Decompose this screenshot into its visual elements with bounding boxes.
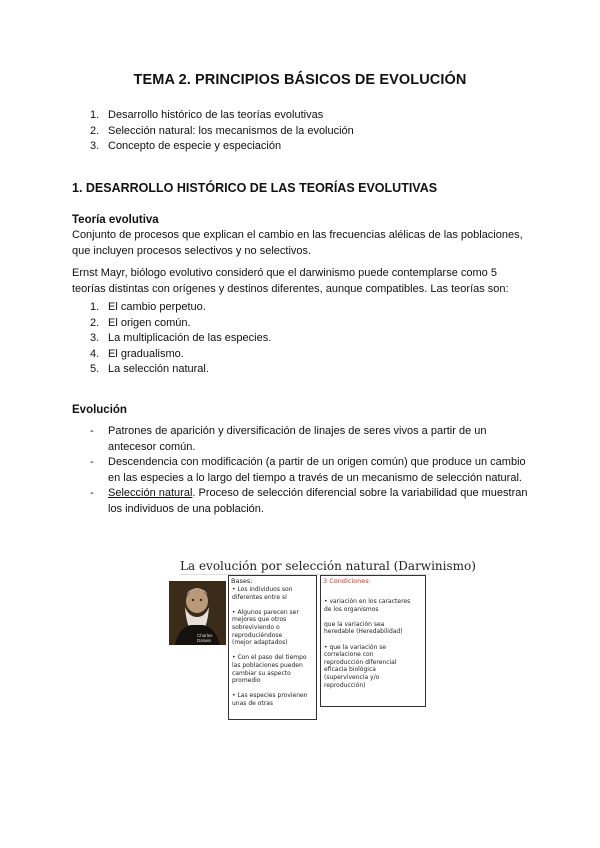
dash-marker: - bbox=[90, 456, 94, 468]
conditions-line: reproducción diferencial bbox=[324, 658, 397, 666]
bases-heading: Bases: bbox=[231, 577, 253, 585]
conditions-line: reproducción) bbox=[324, 681, 366, 689]
term-definition: . Proceso de selección diferencial sobre la variabilidad que muestran los individuos de una población. bbox=[108, 487, 528, 515]
conditions-line: de los organismos bbox=[324, 605, 379, 613]
list-number: 4. bbox=[90, 347, 100, 360]
bases-line: cambiar su aspecto bbox=[232, 669, 291, 677]
bases-text bbox=[232, 586, 308, 708]
list-text: La multiplicación de las especies. bbox=[108, 332, 272, 344]
conditions-line: • que la variación se bbox=[324, 643, 387, 651]
list-number: 1. bbox=[90, 301, 100, 313]
bases-line: • Algunos parecen ser bbox=[232, 608, 299, 616]
list-item bbox=[90, 486, 530, 517]
list-text bbox=[108, 486, 530, 517]
toc-text: Concepto de especie y especiación bbox=[108, 140, 282, 152]
list-item bbox=[90, 347, 271, 363]
list-number: 5. bbox=[90, 363, 100, 375]
bases-line bbox=[232, 685, 308, 693]
toc-text: Selección natural: los mecanismos de la evolución bbox=[108, 124, 354, 137]
bases-line: diferentes entre sí bbox=[232, 593, 287, 601]
list-text: La selección natural. bbox=[108, 363, 209, 375]
bases-line: • Con el paso del tiempo bbox=[232, 654, 307, 662]
conditions-line: correlacione con bbox=[324, 651, 374, 659]
bases-line: unas de otras bbox=[232, 699, 274, 707]
toc-number: 2. bbox=[90, 124, 100, 137]
conditions-line bbox=[324, 636, 410, 644]
list-item bbox=[90, 455, 530, 486]
dash-marker: - bbox=[90, 425, 94, 437]
list-text: El gradualismo. bbox=[108, 347, 184, 360]
mayr-paragraph: Ernst Mayr, biólogo evolutivo consideró que el darwinismo puede contemplarse como 5 teorías distintas con orígenes y destinos diferentes, aunque compatibles. Las teorías son: bbox=[72, 267, 509, 295]
conditions-line: heredable (Heredabilidad) bbox=[324, 628, 403, 636]
conditions-line: (supervivencia y/o bbox=[324, 673, 380, 681]
list-text: Patrones de aparición y diversificación de linajes de seres vivos a partir de un antecesor común. bbox=[108, 425, 487, 453]
bases-line: promedio bbox=[232, 677, 261, 685]
bases-line bbox=[232, 601, 308, 609]
darwin-portrait bbox=[169, 581, 226, 645]
toc-text: Desarrollo histórico de las teorías evolutivas bbox=[108, 109, 324, 121]
list-item bbox=[90, 331, 271, 347]
bases-line: • Los individuos son bbox=[232, 586, 293, 593]
dash-marker: - bbox=[90, 487, 94, 499]
bases-line: sobreviviendo o bbox=[232, 623, 280, 631]
teoria-paragraph: Conjunto de procesos que explican el cambio en las frecuencias alélicas de las poblaciones, que incluyen procesos selectivos y no selectivos. bbox=[72, 229, 523, 257]
toc-number: 1. bbox=[90, 109, 100, 121]
bases-box bbox=[228, 575, 317, 720]
page-title: TEMA 2. PRINCIPIOS BÁSICOS DE EVOLUCIÓN bbox=[133, 72, 467, 88]
list-item bbox=[90, 362, 271, 378]
list-number: 3. bbox=[90, 332, 100, 344]
theories-list bbox=[90, 300, 271, 378]
evolution-list bbox=[90, 424, 530, 517]
list-number: 2. bbox=[90, 316, 100, 329]
list-text: Descendencia con modificación (a partir de un origen común) que produce un cambio en las especies a lo largo del tiempo a través de un mecanismo de selección natural. bbox=[108, 456, 526, 484]
list-item bbox=[90, 424, 530, 455]
portrait-caption: Charles Darwin bbox=[197, 633, 213, 643]
conditions-line: eficacia biológica bbox=[324, 666, 376, 674]
conditions-line: • variación en los caracteres bbox=[324, 598, 411, 605]
conditions-line: que la variación sea bbox=[324, 620, 385, 628]
list-text: El origen común. bbox=[108, 316, 191, 329]
bases-line: mejores que otros bbox=[232, 616, 287, 624]
conditions-box bbox=[320, 575, 426, 707]
bases-line: • Las especies provienen bbox=[232, 692, 308, 700]
subheading-evolucion: Evolución bbox=[72, 404, 127, 416]
list-text: El cambio perpetuo. bbox=[108, 301, 206, 313]
conditions-text bbox=[324, 598, 410, 689]
toc-item bbox=[90, 108, 354, 124]
conditions-line bbox=[324, 613, 410, 621]
list-item bbox=[90, 316, 271, 332]
conditions-heading: 3 Condiciones: bbox=[323, 577, 371, 585]
subheading-teoria: Teoría evolutiva bbox=[72, 214, 159, 226]
toc-item bbox=[90, 139, 354, 155]
toc-item bbox=[90, 124, 354, 140]
bases-line: reproduciéndose bbox=[232, 631, 283, 639]
list-item bbox=[90, 300, 271, 316]
toc-number: 3. bbox=[90, 140, 100, 152]
bases-line: las poblaciones pueden bbox=[232, 661, 303, 669]
table-of-contents bbox=[90, 108, 354, 155]
bases-line bbox=[232, 647, 308, 655]
darwinism-figure bbox=[168, 557, 476, 721]
figure-title: La evolución por selección natural (Darwinismo) bbox=[180, 559, 476, 573]
bases-line: (mejor adaptados) bbox=[232, 639, 288, 647]
term-underlined: Selección natural bbox=[108, 487, 193, 499]
section-heading: 1. DESARROLLO HISTÓRICO DE LAS TEORÍAS EVOLUTIVAS bbox=[72, 181, 438, 195]
